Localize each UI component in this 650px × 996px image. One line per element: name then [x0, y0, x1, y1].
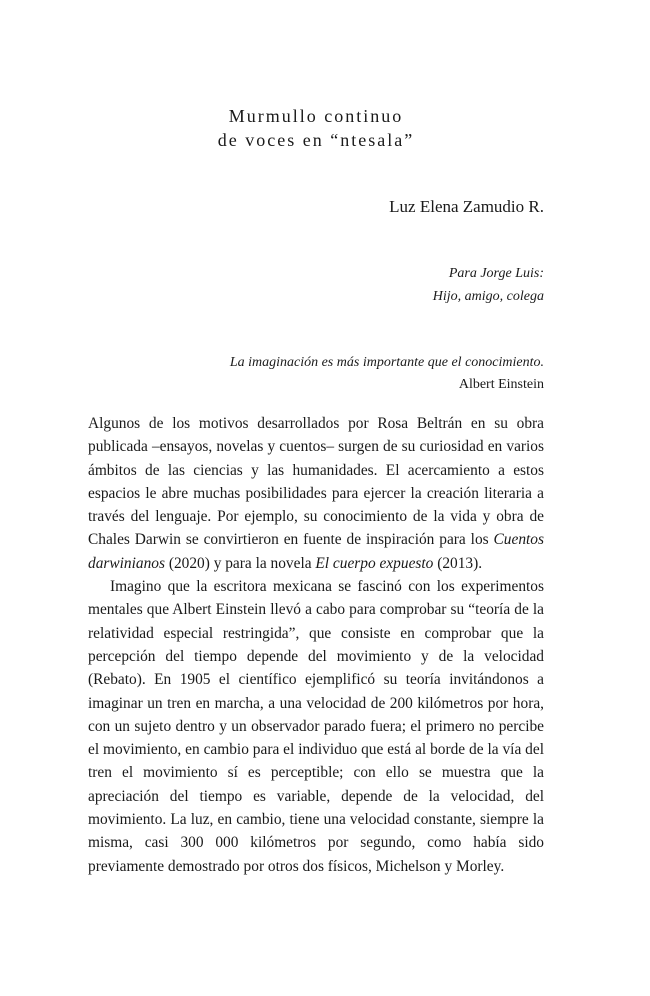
chapter-title-line-1: Murmullo continuo [228, 106, 404, 126]
paragraph-1-part-2: (2020) y para la novela [164, 554, 316, 572]
paragraph-1-part-1: Algunos de los motivos desarrollados por Rosa Beltrán en su obra publicada –ensayos, novelas y cuentos– surgen de su curiosidad en varios ámbitos de las ciencias y las humanidades. El acercamiento a estos espacios le abre muchas posibilidades para ejercer la creación literaria a través del lenguaje. Por ejemplo, su conocimiento de la vida y obra de Chales Darwin se convirtieron en fuente de inspiración para los [88, 415, 544, 549]
paragraph-2: Imagino que la escritora mexicana se fascinó con los experimentos mentales que Albert Einstein llevó a cabo para comprobar su “teoría de la relatividad especial restringida”, que consiste en comprobar que la percepción del tiempo depende del movimiento y de la velocidad (Rebato). En 1905 el científico ejemplificó su teoría invitándonos a imaginar un tren en marcha, a una velocidad de 200 kilómetros por hora, con un sujeto dentro y un observador parado fuera; el primero no percibe el movimiento, en cambio para el individuo que está al borde de la vía del tren el movimiento sí es perceptible; con ello se muestra que la apreciación del tiempo es variable, depende de la velocidad, del movimiento. La luz, en cambio, tiene una velocidad constante, siempre la misma, casi 300 000 kilómetros por segundo, como había sido previamente demostrado por otros dos físicos, Michelson y Morley. [88, 578, 544, 875]
work-title-cuentos-darwinianos: Cuentos darwinianos [88, 531, 544, 572]
author-name: Luz Elena Zamudio R. [389, 197, 544, 216]
body-text [88, 412, 544, 878]
epigraph [88, 352, 544, 396]
dedication [88, 262, 544, 308]
dedication-line-2: Hijo, amigo, colega [432, 289, 544, 304]
paragraph-1-part-3: (2013). [433, 554, 483, 572]
work-title-el-cuerpo-expuesto: El cuerpo expuesto [315, 554, 434, 572]
chapter-title [88, 104, 544, 152]
epigraph-source: Albert Einstein [458, 377, 544, 392]
epigraph-quote: La imaginación es más importante que el conocimiento. [229, 355, 544, 370]
chapter-title-line-2: de voces en “ntesala” [217, 130, 415, 150]
dedication-line-1: Para Jorge Luis: [448, 266, 544, 281]
paragraph-1 [88, 412, 544, 575]
